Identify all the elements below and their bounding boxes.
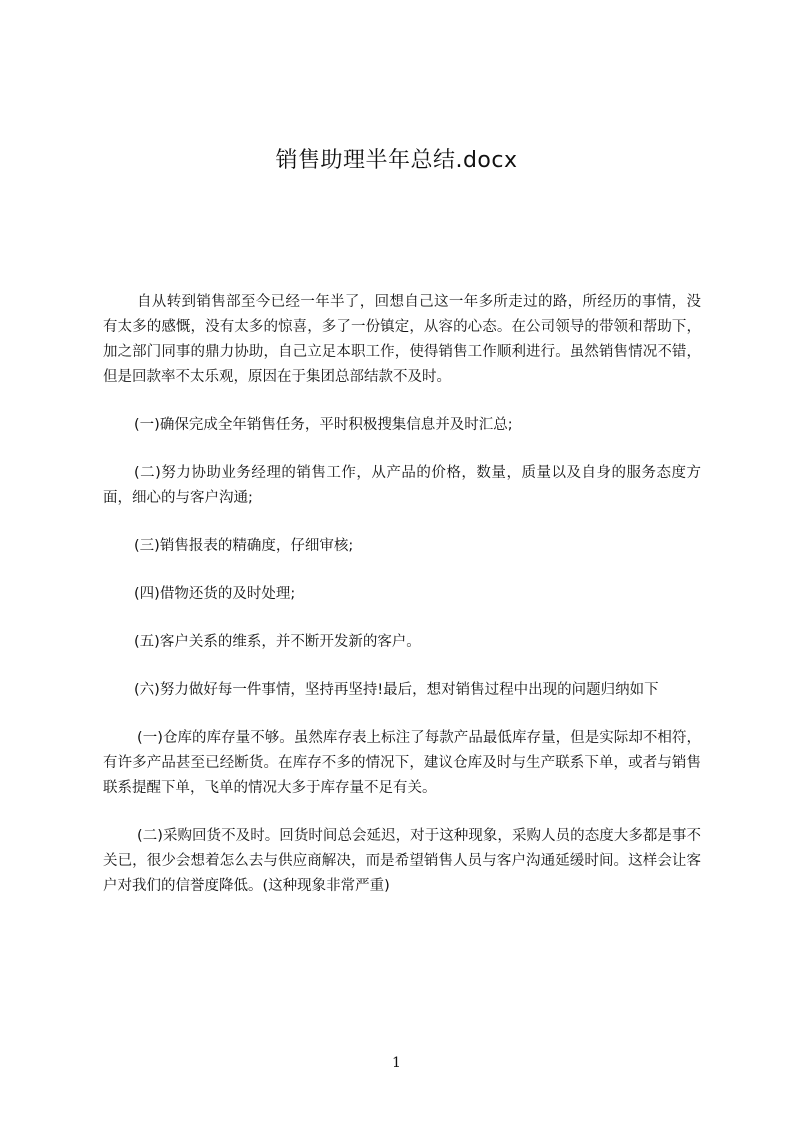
page-number: 1 [392,1055,401,1071]
document-title: 销售助理半年总结.docx [275,148,518,173]
document-body [103,290,701,922]
list-item-3: (三)销售报表的精确度，仔细审核; [134,538,354,554]
list-item-5: (五)客户关系的维系，并不断开发新的客户。 [134,634,421,650]
list-item-6: (六)努力做好每一件事情，坚持再坚持!最后，想对销售过程中出现的问题归纳如下 [134,682,659,698]
list-item-4: (四)借物还货的及时处理; [134,586,296,602]
problem-item-1: (一)仓库的库存量不够。虽然库存表上标注了每款产品最低库存量，但是实际却不相符，有许多产品甚至已经断货。在库存不多的情况下，建议仓库及时与生产联系下单，或者与销售联系提醒下单，飞单的情况大多于库存量不足有关。 [103,730,701,796]
list-item-1: (一)确保完成全年销售任务，平时积极搜集信息并及时汇总; [134,417,513,433]
intro-paragraph: 自从转到销售部至今已经一年半了，回想自己这一年多所走过的路，所经历的事情，没有太多的感慨，没有太多的惊喜，多了一份镇定，从容的心态。在公司领导的带领和帮助下，加之部门同事的鼎力协助，自己立足本职工作，使得销售工作顺利进行。虽然销售情况不错，但是回款率不太乐观，原因在于集团总部结款不及时。 [103,294,701,385]
problem-item-2: (二)采购回货不及时。回货时间总会延迟，对于这种现象，采购人员的态度大多都是事不关已，很少会想着怎么去与供应商解决，而是希望销售人员与客户沟通延缓时间。这样会让客户对我们的信誉度降低。(这种现象非常严重) [103,828,701,894]
list-item-2: (二)努力协助业务经理的销售工作，从产品的价格，数量，质量以及自身的服务态度方面，细心的与客户沟通; [103,465,701,506]
